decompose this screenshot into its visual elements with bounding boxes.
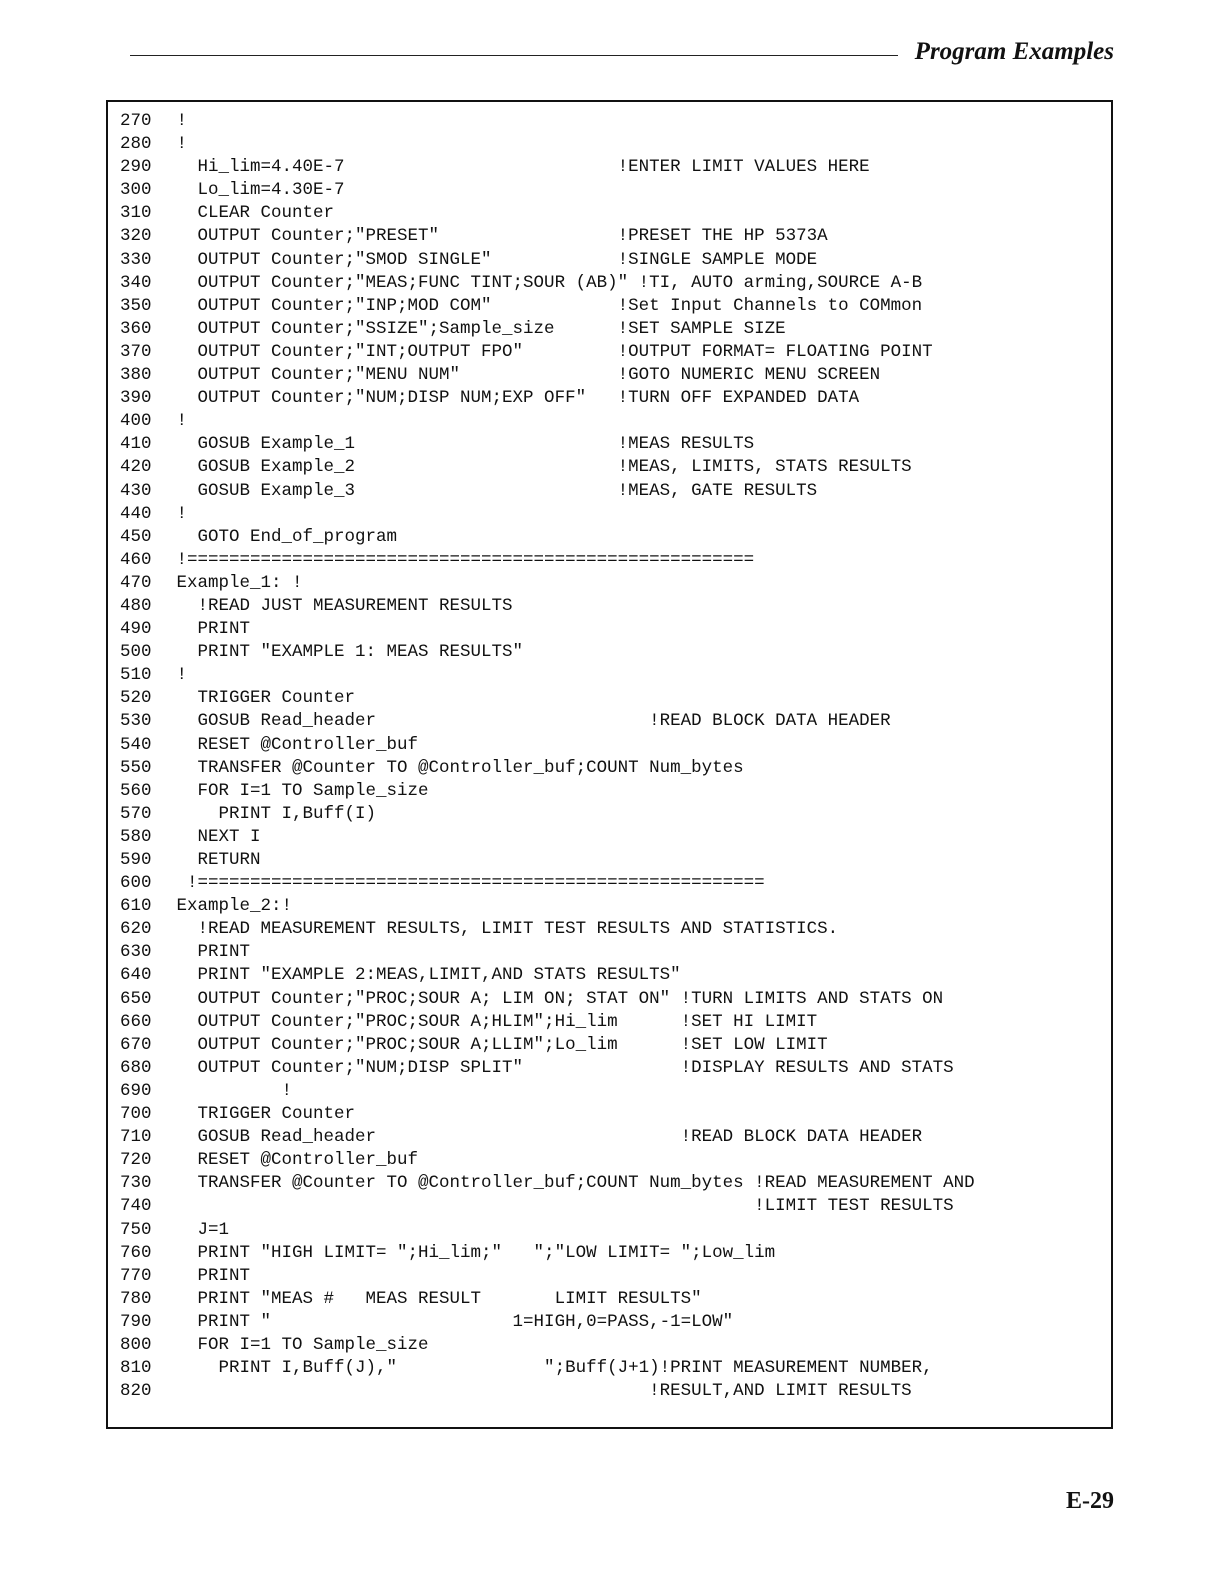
code-line	[120, 849, 975, 872]
code-line	[120, 872, 975, 895]
code-line	[120, 1195, 975, 1218]
line-number: 670	[120, 1034, 152, 1055]
line-code: !	[166, 665, 188, 686]
code-line	[120, 1080, 975, 1103]
code-line	[120, 664, 975, 687]
line-code: PRINT I,Buff(J)," ";Buff(J+1)!PRINT MEASUREMENT NUMBER,	[166, 1358, 933, 1379]
line-code: !	[166, 503, 188, 524]
line-number: 370	[120, 341, 152, 362]
code-line	[120, 1126, 975, 1149]
line-code: TRIGGER Counter	[166, 1104, 356, 1125]
line-code: RESET @Controller_buf	[166, 734, 419, 755]
line-number: 820	[120, 1381, 152, 1402]
line-code: OUTPUT Counter;"SSIZE";Sample_size !SET SAMPLE SIZE	[166, 318, 786, 339]
line-code: OUTPUT Counter;"INP;MOD COM" !Set Input Channels to COMmon	[166, 295, 923, 316]
line-number: 340	[120, 272, 152, 293]
line-code: PRINT "EXAMPLE 2:MEAS,LIMIT,AND STATS RESULTS"	[166, 965, 681, 986]
line-code: Hi_lim=4.40E-7 !ENTER LIMIT VALUES HERE	[166, 157, 870, 178]
code-line	[120, 618, 975, 641]
code-line	[120, 526, 975, 549]
line-number: 520	[120, 688, 152, 709]
line-code: PRINT	[166, 619, 251, 640]
line-number: 540	[120, 734, 152, 755]
line-number: 420	[120, 457, 152, 478]
line-number: 550	[120, 757, 152, 778]
line-code: PRINT "MEAS # MEAS RESULT LIMIT RESULTS"	[166, 1288, 702, 1309]
line-code: PRINT	[166, 942, 251, 963]
code-line	[120, 964, 975, 987]
line-code: TRANSFER @Counter TO @Controller_buf;COUNT Num_bytes	[166, 757, 744, 778]
line-number: 710	[120, 1127, 152, 1148]
line-number: 430	[120, 480, 152, 501]
line-number: 690	[120, 1080, 152, 1101]
code-line	[120, 641, 975, 664]
code-line	[120, 480, 975, 503]
code-line	[120, 687, 975, 710]
line-code: Lo_lim=4.30E-7	[166, 180, 345, 201]
line-number: 530	[120, 711, 152, 732]
line-code: PRINT "EXAMPLE 1: MEAS RESULTS"	[166, 642, 524, 663]
line-number: 470	[120, 572, 152, 593]
line-code: OUTPUT Counter;"PROC;SOUR A; LIM ON; STAT ON" !TURN LIMITS AND STATS ON	[166, 988, 944, 1009]
line-code: PRINT I,Buff(I)	[166, 803, 377, 824]
line-number: 360	[120, 318, 152, 339]
code-line	[120, 410, 975, 433]
code-line	[120, 249, 975, 272]
line-number: 730	[120, 1173, 152, 1194]
line-code: !	[166, 134, 188, 155]
line-number: 450	[120, 526, 152, 547]
line-code: GOSUB Example_3 !MEAS, GATE RESULTS	[166, 480, 818, 501]
code-line	[120, 757, 975, 780]
code-line	[120, 225, 975, 248]
line-code: PRINT	[166, 1265, 251, 1286]
line-code: !LIMIT TEST RESULTS	[166, 1196, 954, 1217]
code-line	[120, 318, 975, 341]
line-number: 650	[120, 988, 152, 1009]
line-code: GOSUB Example_1 !MEAS RESULTS	[166, 434, 755, 455]
line-number: 350	[120, 295, 152, 316]
code-line	[120, 572, 975, 595]
code-line	[120, 826, 975, 849]
line-code: OUTPUT Counter;"PRESET" !PRESET THE HP 5373A	[166, 226, 828, 247]
code-line	[120, 202, 975, 225]
code-line	[120, 387, 975, 410]
line-code: !RESULT,AND LIMIT RESULTS	[166, 1381, 912, 1402]
code-line	[120, 1380, 975, 1403]
code-line	[120, 179, 975, 202]
code-line	[120, 918, 975, 941]
line-code: !	[166, 411, 188, 432]
page-header-title: Program Examples	[914, 38, 1114, 65]
line-code: RETURN	[166, 850, 261, 870]
line-code: OUTPUT Counter;"SMOD SINGLE" !SINGLE SAMPLE MODE	[166, 249, 818, 270]
line-number: 390	[120, 388, 152, 409]
line-number: 630	[120, 942, 152, 963]
code-listing	[120, 110, 975, 1403]
line-number: 290	[120, 157, 152, 178]
line-code: Example_2:!	[166, 896, 293, 917]
line-number: 780	[120, 1288, 152, 1309]
line-number: 400	[120, 411, 152, 432]
line-number: 740	[120, 1196, 152, 1217]
line-code: FOR I=1 TO Sample_size	[166, 780, 429, 801]
code-line	[120, 341, 975, 364]
code-line	[120, 1011, 975, 1034]
line-number: 500	[120, 642, 152, 663]
line-number: 810	[120, 1358, 152, 1379]
line-code: !	[166, 111, 188, 131]
code-line	[120, 988, 975, 1011]
line-code: OUTPUT Counter;"INT;OUTPUT FPO" !OUTPUT FORMAT= FLOATING POINT	[166, 341, 933, 362]
line-code: GOTO End_of_program	[166, 526, 398, 547]
code-line	[120, 1311, 975, 1334]
line-code: OUTPUT Counter;"MENU NUM" !GOTO NUMERIC MENU SCREEN	[166, 365, 881, 386]
code-line	[120, 1034, 975, 1057]
line-code: TRIGGER Counter	[166, 688, 356, 709]
code-line	[120, 433, 975, 456]
line-code: !======================================================	[166, 873, 765, 894]
line-code: GOSUB Read_header !READ BLOCK DATA HEADER	[166, 711, 891, 732]
line-number: 760	[120, 1242, 152, 1263]
line-number: 410	[120, 434, 152, 455]
line-number: 570	[120, 803, 152, 824]
code-line	[120, 941, 975, 964]
line-code: NEXT I	[166, 826, 261, 847]
line-number: 640	[120, 965, 152, 986]
line-number: 480	[120, 595, 152, 616]
line-code: TRANSFER @Counter TO @Controller_buf;COUNT Num_bytes !READ MEASUREMENT AND	[166, 1173, 975, 1194]
line-code: FOR I=1 TO Sample_size	[166, 1334, 429, 1355]
code-line	[120, 1103, 975, 1126]
line-code: !READ JUST MEASUREMENT RESULTS	[166, 595, 513, 616]
code-listing-box	[106, 100, 1113, 1429]
code-line	[120, 734, 975, 757]
line-number: 610	[120, 896, 152, 917]
code-line	[120, 710, 975, 733]
line-number: 320	[120, 226, 152, 247]
line-number: 280	[120, 134, 152, 155]
code-line	[120, 595, 975, 618]
code-line	[120, 364, 975, 387]
line-code: OUTPUT Counter;"PROC;SOUR A;HLIM";Hi_lim !SET HI LIMIT	[166, 1011, 818, 1032]
code-line	[120, 1265, 975, 1288]
line-code: !======================================================	[166, 549, 755, 570]
line-number: 720	[120, 1150, 152, 1171]
line-code: Example_1: !	[166, 572, 303, 593]
line-code: J=1	[166, 1219, 230, 1240]
line-code: GOSUB Read_header !READ BLOCK DATA HEADER	[166, 1127, 923, 1148]
line-number: 750	[120, 1219, 152, 1240]
code-line	[120, 1288, 975, 1311]
code-line	[120, 1334, 975, 1357]
line-number: 300	[120, 180, 152, 201]
code-line	[120, 503, 975, 526]
page-number: E-29	[1066, 1488, 1114, 1514]
code-line	[120, 272, 975, 295]
line-number: 380	[120, 365, 152, 386]
code-line	[120, 1357, 975, 1380]
line-code: CLEAR Counter	[166, 203, 335, 224]
code-line	[120, 803, 975, 826]
line-number: 770	[120, 1265, 152, 1286]
code-line	[120, 1219, 975, 1242]
line-code: OUTPUT Counter;"PROC;SOUR A;LLIM";Lo_lim !SET LOW LIMIT	[166, 1034, 828, 1055]
code-line	[120, 1149, 975, 1172]
code-line	[120, 895, 975, 918]
code-line	[120, 456, 975, 479]
code-line	[120, 780, 975, 803]
code-line	[120, 133, 975, 156]
line-number: 620	[120, 919, 152, 940]
line-code: PRINT "HIGH LIMIT= ";Hi_lim;" ";"LOW LIMIT= ";Low_lim	[166, 1242, 776, 1263]
line-number: 440	[120, 503, 152, 524]
line-code: OUTPUT Counter;"NUM;DISP SPLIT" !DISPLAY RESULTS AND STATS	[166, 1057, 954, 1078]
line-number: 660	[120, 1011, 152, 1032]
header-rule	[130, 55, 898, 56]
line-number: 510	[120, 665, 152, 686]
line-number: 330	[120, 249, 152, 270]
line-number: 270	[120, 111, 152, 131]
line-number: 560	[120, 780, 152, 801]
line-code: OUTPUT Counter;"MEAS;FUNC TINT;SOUR (AB)" !TI, AUTO arming,SOURCE A-B	[166, 272, 923, 293]
code-line	[120, 1057, 975, 1080]
line-number: 680	[120, 1057, 152, 1078]
code-line	[120, 549, 975, 572]
line-code: PRINT " 1=HIGH,0=PASS,-1=LOW"	[166, 1311, 734, 1332]
line-number: 590	[120, 850, 152, 870]
code-line	[120, 1172, 975, 1195]
line-number: 790	[120, 1311, 152, 1332]
line-number: 700	[120, 1104, 152, 1125]
code-line	[120, 295, 975, 318]
code-line	[120, 1242, 975, 1265]
line-number: 600	[120, 873, 152, 894]
line-number: 490	[120, 619, 152, 640]
line-number: 460	[120, 549, 152, 570]
line-code: GOSUB Example_2 !MEAS, LIMITS, STATS RESULTS	[166, 457, 912, 478]
line-code: OUTPUT Counter;"NUM;DISP NUM;EXP OFF" !TURN OFF EXPANDED DATA	[166, 388, 860, 409]
code-line	[120, 110, 975, 133]
line-number: 800	[120, 1334, 152, 1355]
line-code: RESET @Controller_buf	[166, 1150, 419, 1171]
line-code: !	[166, 1080, 293, 1101]
line-code: !READ MEASUREMENT RESULTS, LIMIT TEST RESULTS AND STATISTICS.	[166, 919, 839, 940]
code-line	[120, 156, 975, 179]
line-number: 310	[120, 203, 152, 224]
line-number: 580	[120, 826, 152, 847]
